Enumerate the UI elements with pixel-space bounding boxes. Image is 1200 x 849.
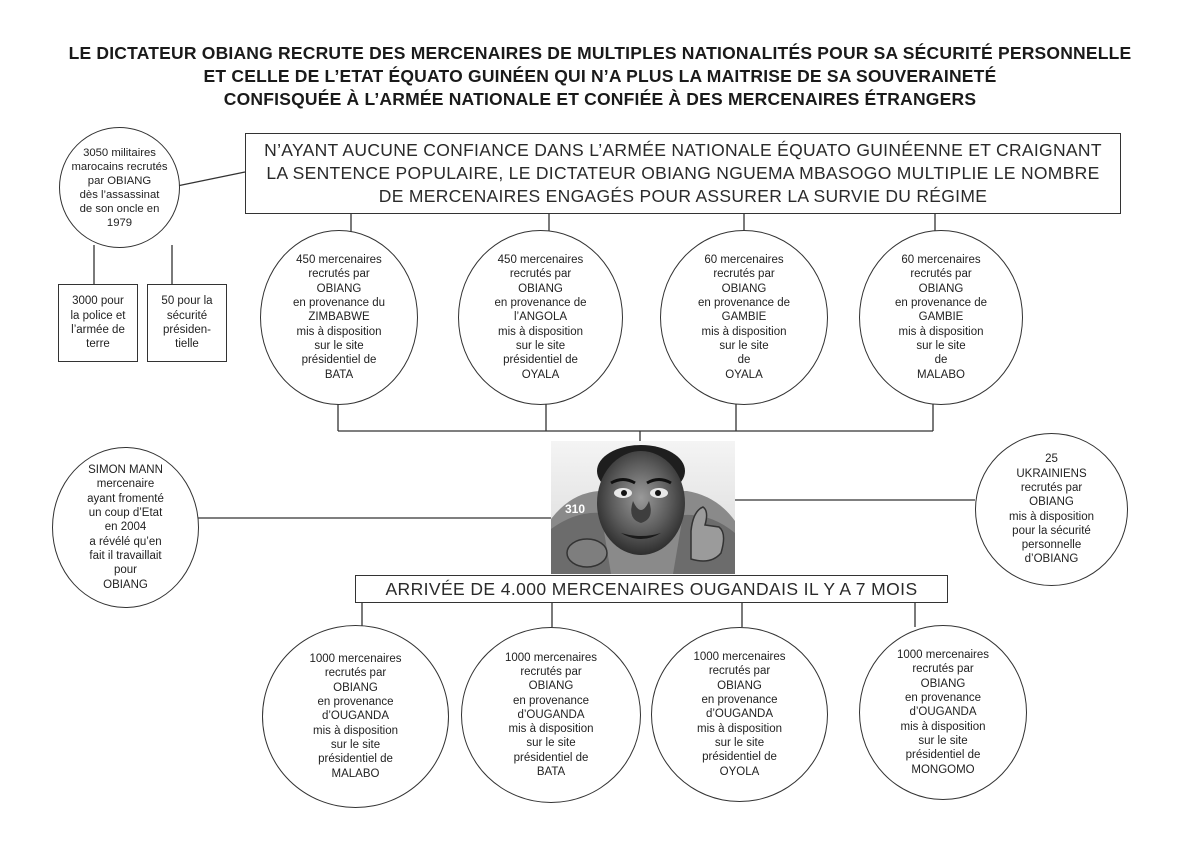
angola-mercenaries-text: 450 mercenaires recrutés par OBIANG en provenance de l’ANGOLA mis à disposition sur le site présidentiel de OYALA xyxy=(494,254,587,381)
uganda-mongomo-circle xyxy=(859,625,1027,800)
police-army-box xyxy=(58,284,138,362)
ugandan-arrival-text: ARRIVÉE DE 4.000 MERCENAIRES OUGANDAIS IL Y A 7 MOIS xyxy=(385,578,918,599)
uganda-oyola-text: 1000 mercenaires recrutés par OBIANG en provenance d’OUGANDA mis à disposition sur le site présidentiel de OYOLA xyxy=(693,651,786,778)
connector-moroccan-topbox xyxy=(177,172,245,186)
uganda-malabo-text: 1000 mercenaires recrutés par OBIANG en provenance d’OUGANDA mis à disposition sur le site présidentiel de MALABO xyxy=(309,653,402,780)
gambia-malabo-mercenaries-text: 60 mercenaires recrutés par OBIANG en provenance de GAMBIE mis à disposition sur le site de MALABO xyxy=(894,254,988,381)
angola-mercenaries-circle xyxy=(458,230,623,405)
police-army-text: 3000 pour la police et l’armée de terre xyxy=(70,295,126,351)
regime-box-line-1: N’AYANT AUCUNE CONFIANCE DANS L’ARMÉE NATIONALE ÉQUATO GUINÉENNE ET CRAIGNANT xyxy=(264,140,1102,160)
zimbabwe-mercenaries-text: 450 mercenaires recrutés par OBIANG en provenance du ZIMBABWE mis à disposition sur le site présidentiel de BATA xyxy=(292,254,386,381)
gambia-malabo-mercenaries-circle xyxy=(859,230,1023,405)
ukrainian-mercenaries-text: 25 UKRAINIENS recrutés par OBIANG mis à disposition pour la sécurité personnelle d’OBIANG xyxy=(1008,453,1094,566)
uganda-oyola-circle xyxy=(651,627,828,802)
regime-box-line-2: LA SENTENCE POPULAIRE, LE DICTATEUR OBIANG NGUEMA MBASOGO MULTIPLIE LE NOMBRE xyxy=(266,163,1100,183)
uganda-malabo-circle xyxy=(262,625,449,808)
uganda-bata-text: 1000 mercenaires recrutés par OBIANG en provenance d’OUGANDA mis à disposition sur le site présidentiel de BATA xyxy=(504,651,598,779)
regime-survival-box xyxy=(245,133,1121,214)
zimbabwe-mercenaries-circle xyxy=(260,230,418,405)
regime-box-line-3: DE MERCENAIRES ENGAGÉS POUR ASSURER LA SURVIE DU RÉGIME xyxy=(378,186,988,206)
simon-mann-circle xyxy=(52,447,199,608)
moroccan-soldiers-circle xyxy=(59,127,180,248)
page-title-line-2: ET CELLE DE L’ETAT ÉQUATO GUINÉEN QUI N’A PLUS LA MAITRISE DE SA SOUVERAINETÉ xyxy=(203,66,997,86)
presidential-security-text: 50 pour la sécurité présiden- tielle xyxy=(161,295,213,351)
page-title-line-3: CONFISQUÉE À L’ARMÉE NATIONALE ET CONFIÉE À DES MERCENAIRES ÉTRANGERS xyxy=(223,89,977,109)
page-title-line-1: LE DICTATEUR OBIANG RECRUTE DES MERCENAIRES DE MULTIPLES NATIONALITÉS POUR SA SÉCURITÉ PERSONNELLE xyxy=(68,43,1132,63)
uganda-mongomo-text: 1000 mercenaires recrutés par OBIANG en provenance d’OUGANDA mis à disposition sur le site présidentiel de MONGOMO xyxy=(896,649,990,776)
caricature-illustration xyxy=(551,441,735,574)
uganda-bata-circle xyxy=(461,627,641,803)
obiang-caricature-portrait xyxy=(551,441,735,574)
ukrainian-mercenaries-circle xyxy=(975,433,1128,586)
simon-mann-text: SIMON MANN mercenaire ayant fromenté un coup d’Etat en 2004 a révélé qu’en fait il travaillait pour OBIANG xyxy=(87,464,164,591)
gambia-oyala-mercenaries-circle xyxy=(660,230,828,405)
portrait-number: 310 xyxy=(565,502,586,516)
presidential-security-box xyxy=(147,284,227,362)
ugandan-arrival-box xyxy=(355,575,948,603)
moroccan-soldiers-text: 3050 militaires marocains recrutés par OBIANG dès l’assassinat de son oncle en 1979 xyxy=(71,146,168,229)
gambia-oyala-mercenaries-text: 60 mercenaires recrutés par OBIANG en provenance de GAMBIE mis à disposition sur le site de OYALA xyxy=(697,254,791,381)
